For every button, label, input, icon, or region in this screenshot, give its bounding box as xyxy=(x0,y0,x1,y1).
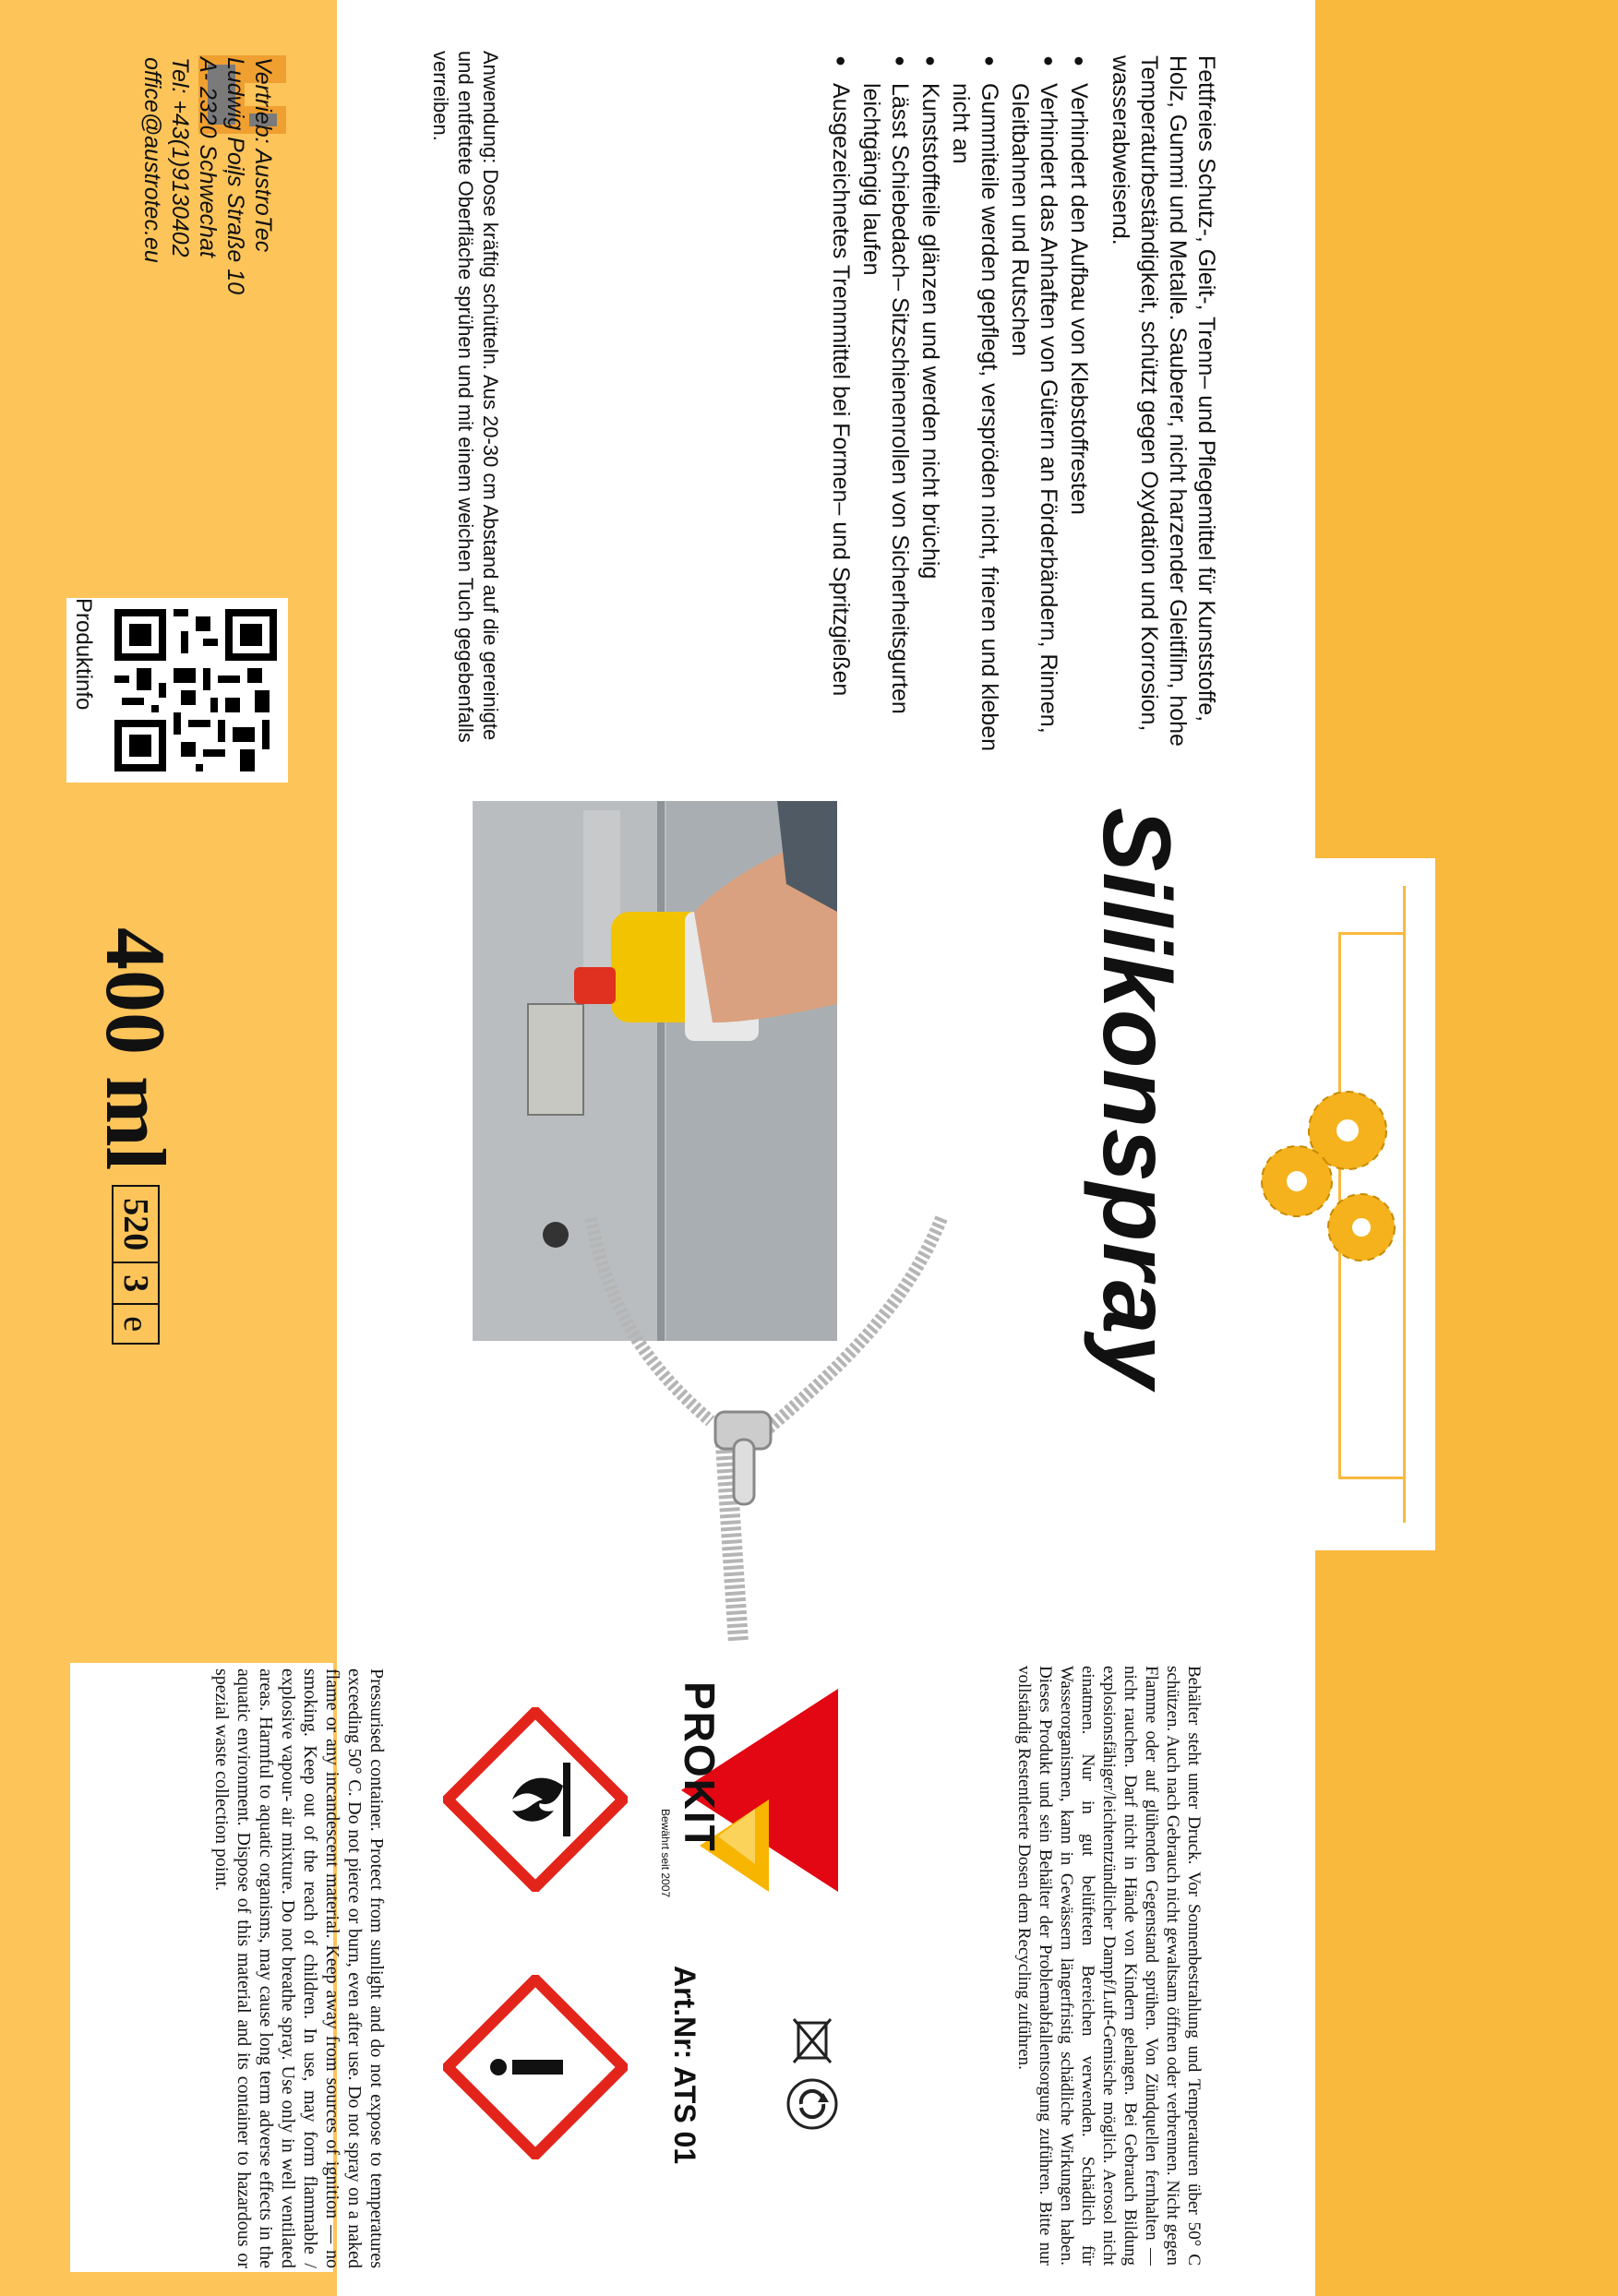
usage-instructions: Anwendung: Dose kräftig schütteln. Aus 20-30 cm Abstand auf die gereinigte und entfettete Oberfläche sprühen und mit einem weichen Tuch gegebenfalls verreiben. xyxy=(429,51,502,743)
feature-item: ● Verhindert das Anhaften von Gütern an Förderbändern, Rinnen, Gleitbahnen und Rutschen xyxy=(1005,55,1062,757)
estimated-sign: e xyxy=(116,1316,155,1333)
gear-icon xyxy=(1255,1080,1421,1283)
batch-part: 520 xyxy=(114,1187,158,1263)
brand-tagline: Bewährt seit 2007 xyxy=(659,1809,672,1898)
feature-item: ● Gummiteile werden gepflegt, verspröden nicht, frieren und kleben nicht an xyxy=(946,55,1003,757)
article-number: Art.Nr: ATS 01 xyxy=(668,1966,701,2165)
warning-text-de: Behälter steht unter Druck. Vor Sonnenbestrahlung und Temperaturen über 50° C schützen. Auch nach Gebrauch nicht gewaltsam öffnen oder verbrennen. Nicht gegen Flamme oder auf glühenden Gegenstand sprühen. Von Zündquellen fernhalten — nicht rauchen. Darf nicht in Hände von Kindern gelangen. Bei Gebrauch Bildung explosionsfähiger/leichtentzündlicher Dampf/Luft-Gemische möglich. Aerosol nicht einatmen. Nur in gut belüfteten Bereichen verwenden. Schädlich für Wasserorganismen, kann in Gewässern längerfristig schädliche Wirkungen haben. Dieses Produkt und sein Behälter der Problemabfallentsorgung zuführen. Bitte nur vollständig Restentleerte Dosen dem Recycling zuführen. xyxy=(1014,1666,1204,2266)
product-title: Silikonspray xyxy=(1083,807,1190,1390)
vendor-phone: Tel: +43(1)9130402 xyxy=(167,57,193,257)
vendor-line: Vertrieb: AustroTec xyxy=(250,57,276,253)
feature-list xyxy=(826,55,1093,757)
zipper-icon xyxy=(554,1200,960,1661)
crossed-bin-icon xyxy=(785,2012,840,2067)
volume-label: 400 ml xyxy=(89,927,183,1171)
feature-item: ● Ausgezeichnetes Trennmittel bei Formen– und Spritzgießen xyxy=(826,55,855,757)
volume-block xyxy=(87,927,185,1345)
feature-item: ● Lässt Schiebedach– Sitzschienenrollen von Sicherheitsgurten leichtgängig laufen xyxy=(857,55,914,757)
vendor-line: A- 2320 Schwechat xyxy=(195,57,221,257)
brand-name: PROKIT xyxy=(676,1681,724,1853)
vendor-email: office@austrotec.eu xyxy=(139,57,165,263)
vendor-line: Ludwig Poiļs Straße 10 xyxy=(222,57,248,295)
qr-code-icon[interactable] xyxy=(114,609,277,771)
recycle-icon xyxy=(785,2076,840,2132)
feature-item: ● Kunststoffteile glänzen und werden nicht brüchig xyxy=(916,55,944,757)
exclamation-hazard-icon xyxy=(443,1975,628,2159)
product-description-block xyxy=(824,55,1220,757)
feature-item: ● Verhindert den Aufbau von Klebstoffresten xyxy=(1064,55,1093,757)
notch-line xyxy=(1338,1477,1403,1479)
product-description: Fettfreies Schutz-, Gleit-, Trenn– und Pflegemittel für Kunststoffe, Holz, Gummi und Metalle. Sauberer, nicht harzender Gleitfilm, hohe Temperaturbeständigkeit, schützt gegen Oxydation und Korrosion, wasserabweisend. xyxy=(1108,55,1219,747)
flame-hazard-icon xyxy=(443,1707,628,1892)
batch-part: 3 xyxy=(114,1263,158,1305)
notch-line xyxy=(1338,932,1403,935)
batch-code xyxy=(112,1185,160,1345)
warning-text-en: Pressurised container. Protect from sunlight and do not expose to temperatures exceeding 50° C. Do not pierce or burn, even after use. Do not spray on a naked flame or any incandescent material. Keep away from sources of ignition — no smoking. Keep out of the reach of children. In use, may form flammable / explosive vapour- air mixture. Do not breathe spray. Use only in well ventilated areas. Harmful to aquatic organisms, may cause long term adverse effects in the aquatic environment. Dispose of this material and its container to hazardous or spezial waste collection point. xyxy=(211,1668,387,2268)
vendor-address xyxy=(138,57,277,334)
qr-code-panel xyxy=(66,598,288,783)
qr-caption: Produktinfo xyxy=(71,598,96,711)
